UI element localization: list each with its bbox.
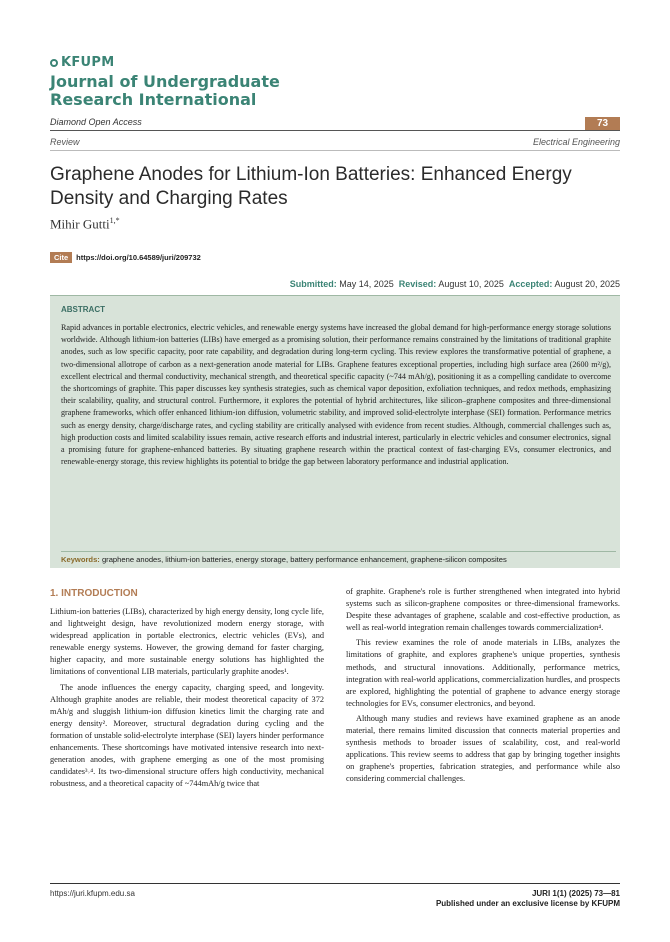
logo-text: KFUPM [61,55,115,70]
author-affiliation: 1,* [109,216,120,225]
author-line [50,216,120,232]
paragraph: This review examines the role of anode materials in LIBs, analyzes the limitations of graphite, and explores graphene's unique properties, synthesis methods, and structural innovations. Additionally, performance metrics, integration with real-world applications, commercialization hurdles, and prospects are explored, highlighting the potential of graphene to advance energy storage technologies for EVs, consumer electronics, and beyond. [346,638,620,708]
submitted-date: May 14, 2025 [339,279,394,289]
paragraph: The anode influences the energy capacity, charging speed, and longevity. Although graphite anodes are reliable, their modest theoretical capacity of 372 mAh/g and sluggish lithium-ion diffusion kinetics limit the charging rate and energy density². Moreover, structural degradation during cycling and the formation of unstable solid-electrolyte interphase (SEI) layers hinder performance enhancements. These shortcomings have motivated intensive research into next-generation anodes, with graphene emerging as one of the most promising candidates³˒⁴. Its two-dimensional structure offers high conductivity, mechanical robustness, and a theoretical capacity of ~744mAh/g twice that [50,682,324,789]
citation-line [50,253,201,262]
doi-link[interactable]: https://doi.org/10.64589/juri/209732 [76,253,201,262]
body-column-left [50,606,324,790]
accepted-date: August 20, 2025 [554,279,620,289]
abstract-heading: ABSTRACT [61,305,105,314]
paragraph: of graphite. Graphene's role is further strengthened when integrated into hybrid systems such as silicon-graphene composites or three-dimensional frameworks. Despite these advantages of graphene, scalable and cost-effective production, as well as real-world integration remain challenges towards commercialization⁴. [346,587,620,633]
abstract-text: Rapid advances in portable electronics, electric vehicles, and renewable energy systems have increased the global demand for high-performance energy storage solutions worldwide. Although lithium-ion batteries (LIBs) have emerged as a promising solution, their performance remains constrained by the limitations of traditional graphite anodes, such as low specific capacity, poor rate capability, and degradation during long-term cycling. This review explores the transformative potential of graphene, a two-dimensional allotrope of carbon as a next-generation anode material for LIBs. Graphene features exceptional properties, including high surface area (2600 m²/g), excellent electrical and thermal conductivity, mechanical strength, and theoretical specific capacity (~744 mAh/g), positioning it as a compelling candidate to overcome the shortcomings of graphite. This paper discusses key synthesis strategies, such as chemical vapor deposition, exfoliation techniques, and redox methods, emphasizing their scalability, quality, and structural control. Furthermore, it explores the potential of hybrid architectures, like silicon–graphene composites and three-dimensional graphene frameworks, which offer enhanced lithium-ion diffusion, volumetric stability, and improved solid-electrolyte interphase (SEI) formation. Performance metrics such as energy density, charge/discharge rates, and cycling stability are critically analysed with evidence from recent studies. Although, commercial challenges such as, high production costs and limited scalability issues remain, active research efforts and industrial interest, particularly in electric vehicles and consumer electronics, signal a promising future for graphene-enhanced batteries. By situating graphene research within the practical context of fast-charging EVs, consumer electronics, and renewable-energy storage, this review highlights its potential to bridge the gap between laboratory performance and industrial application. [61,323,611,467]
keywords [61,551,616,564]
article-title: Graphene Anodes for Lithium-Ion Batteries: Enhanced Energy Density and Charging Rates [50,164,572,209]
accepted-label: Accepted: [508,279,553,289]
journal-name-line1: Journal of Undergraduate [50,72,280,91]
keywords-label: Keywords: [61,555,100,564]
journal-name-line2: Research International [50,90,257,109]
article-dates [290,279,620,289]
body-column-right [346,586,620,786]
revised-date: August 10, 2025 [438,279,504,289]
logo-mark-icon [50,59,58,67]
cite-tag: Cite [50,252,72,263]
section-heading-introduction: 1. INTRODUCTION [50,588,138,599]
footer-citation: JURI 1(1) (2025) 73—81 [531,889,620,898]
author-name: Mihir Gutti [50,216,110,232]
journal-logo [50,55,114,70]
paragraph: Although many studies and reviews have examined graphene as an anode material, there remains limited discussion that connects material properties and synthesis methods to broader issues of scalability, cost, and real-world applications. This review seems to address that gap by bringing together insights on graphene's properties, fabrication strategies, and performance while also considering commercial challenges. [346,713,620,784]
footer-rule [50,883,620,884]
header-rule [50,130,620,131]
article-type: Review [50,137,80,147]
keywords-list: graphene anodes, lithium-ion batteries, energy storage, battery performance enhancement, graphene-silicon composites [101,555,507,564]
revised-label: Revised: [398,279,437,289]
article-field: Electrical Engineering [532,137,620,147]
access-type: Diamond Open Access [50,117,142,127]
submitted-label: Submitted: [289,279,337,289]
subheader-rule [50,150,620,151]
paragraph: Lithium-ion batteries (LIBs), characterized by high energy density, long cycle life, and lightweight design, have revolutionized modern energy storage, with widespread application in portable electronics, electric vehicles (EVs), and renewable energy systems. However, the growing demand for faster charging, higher capacity, and more sustainable energy solutions has highlighted the limitations of conventional LIB materials, particularly graphite anodes¹. [50,607,324,677]
footer-license: Published under an exclusive license by KFUPM [435,899,620,908]
footer-url[interactable]: https://juri.kfupm.edu.sa [50,889,135,898]
page-number-badge: 73 [585,117,620,130]
